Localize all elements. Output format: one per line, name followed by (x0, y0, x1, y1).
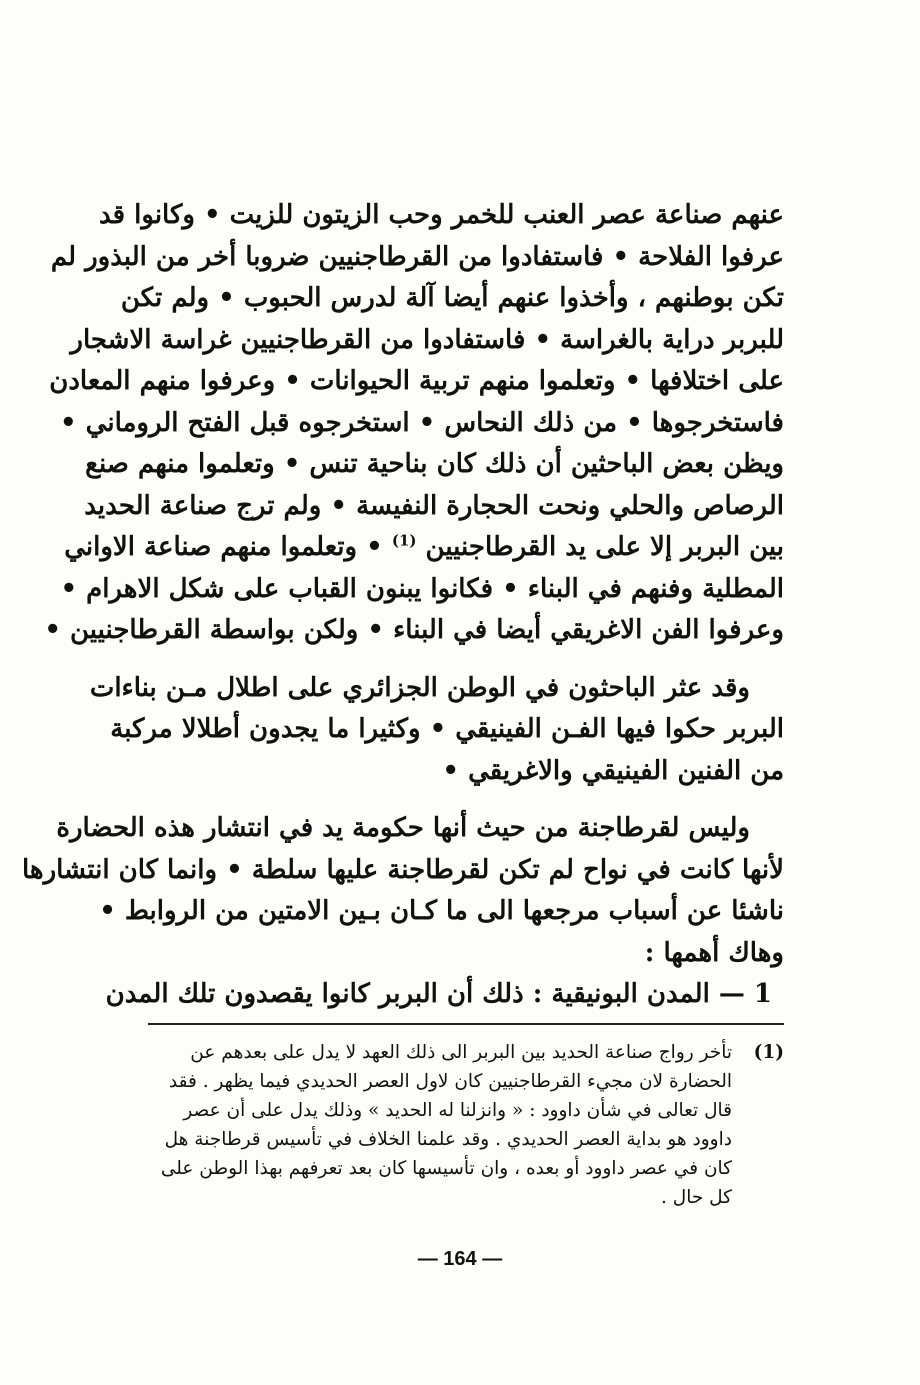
list-item-1 (105, 974, 784, 1016)
footnote-separator (148, 1023, 784, 1025)
footnote-row (148, 1038, 784, 1212)
text-line: البربر حكوا فيها الفـن الفينيقي • وكثيرا ما يجدون أطلالا مركبة (110, 714, 784, 744)
text-line: عنهم صناعة عصر العنب للخمر وحب الزيتون للزيت • وكانوا قد (99, 200, 784, 230)
footnote-text: تأخر رواج صناعة الحديد بين البربر الى ذلك العهد لا يدل على بعدهم عن الحضارة لان مجيء القرطاجنيين كان لاول العصر الحديدي فيما يظهر . فقد قال تعالى في شأن داوود : « وانزلنا له الحديد » وذلك يدل على أن عصر داوود هو بداية العصر الحديدي . وقد علمنا الخلاف في تأسيس قرطاجنة هل كان في عصر داوود أو بعده ، وان تأسيسها كان بعد تعرفهم بهذا الوطن على كل حال . (160, 1042, 732, 1208)
text-line: تكن بوطنهم ، وأخذوا عنهم أيضا آلة لدرس الحبوب • ولم تكن (120, 283, 784, 313)
footnote-reference: (1) (391, 531, 417, 550)
text-line: عرفوا الفلاحة • فاستفادوا من القرطاجنيين ضروبا أخر من البذور لم (50, 241, 784, 272)
text-line: وهاك أهمها : (644, 937, 784, 968)
text-line: ناشئا عن أسباب مرجعها الى ما كـان بـين الامتين من الروابط • (99, 896, 784, 926)
text-line: للبربر دراية بالغراسة • فاستفادوا من القرطاجنيين غراسة الاشجار (70, 324, 784, 355)
page-number: — 164 — (417, 1248, 503, 1270)
text-line: من الفنين الفينيقي والاغريقي • (442, 755, 784, 786)
text-line: المطلية وفنهم في البناء • فكانوا يبنون القباب على شكل الاهرام • (60, 573, 784, 604)
text-line: لأنها كانت في نواح لم تكن لقرطاجنة عليها سلطة • وانما كان انتشارها (21, 854, 784, 885)
text-line: على اختلافها • وتعلموا منهم تربية الحيوانات • وعرفوا منهم المعادن (49, 366, 784, 396)
text-fragment: بين البربر إلا على يد القرطاجنيين (425, 532, 784, 562)
footnote-marker: (1) (753, 1042, 784, 1063)
text-line: 1 — المدن البونيقية : ذلك أن البربر كانوا يقصدون تلك المدن (105, 979, 772, 1009)
footnote (148, 1038, 784, 1212)
text-fragment: • وتعلموا منهم صناعة الاواني (64, 532, 392, 562)
text-line-with-footnote-ref (64, 527, 784, 569)
text-line: الرصاص والحلي ونحت الحجارة النفيسة • ولم ترج صناعة الحديد (84, 490, 784, 521)
text-line: وقد عثر الباحثون في الوطن الجزائري على اطلال مـن بناءات (89, 672, 750, 703)
paragraph-2 (89, 668, 784, 793)
text-line: فاستخرجوها • من ذلك النحاس • استخرجوه قبل الفتح الروماني • (60, 407, 784, 438)
main-text (21, 195, 784, 1016)
paragraph-1 (44, 195, 784, 652)
text-line: وليس لقرطاجنة من حيث أنها حكومة يد في انتشار هذه الحضارة (56, 813, 750, 843)
text-line: وعرفوا الفن الاغريقي أيضا في البناء • ولكن بواسطة القرطاجنيين • (44, 615, 784, 645)
paragraph-3 (21, 808, 784, 974)
text-line: ويظن بعض الباحثين أن ذلك كان بناحية تنس • وتعلموا منهم صنع (85, 449, 784, 479)
